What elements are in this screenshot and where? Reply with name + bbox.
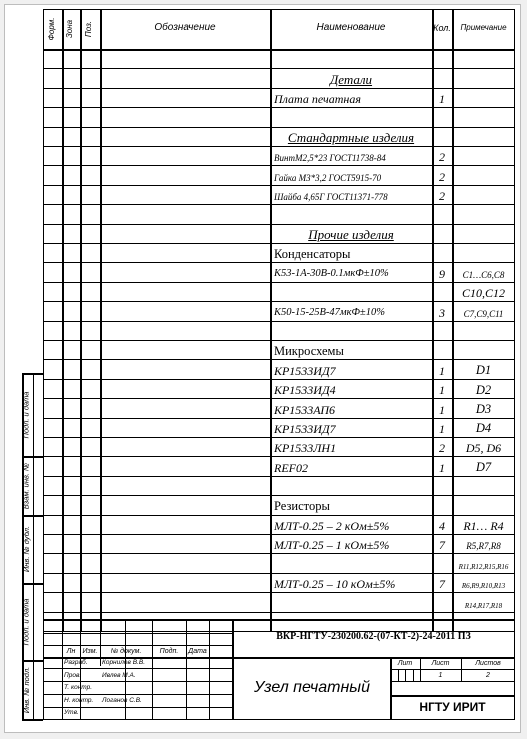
stamp-lit-col (398, 669, 399, 681)
row-rule (43, 107, 515, 108)
side-band-rule (22, 456, 43, 458)
stamp-lit-rule (390, 681, 515, 682)
note-cell: R1… R4 (463, 518, 504, 533)
name-cell: Плата печатная (274, 92, 361, 107)
stamp-role: Разраб. (64, 659, 88, 667)
stamp-lit-col (405, 669, 406, 681)
header-format: Форм. (46, 17, 56, 41)
row-rule (43, 476, 515, 477)
qty-cell: 1 (439, 402, 445, 417)
name-cell: КР1533ИД7 (274, 421, 336, 436)
stamp-col-rule (209, 619, 210, 720)
note-cell: D1 (475, 363, 492, 378)
note-cell: R11,R12,R15,R16 (458, 562, 509, 571)
stamp-role: Н. контр. (64, 696, 94, 704)
group-heading: Резисторы (274, 499, 330, 514)
row-rule (43, 612, 515, 613)
note-cell: C10,C12 (461, 286, 505, 301)
side-band-rule (22, 583, 43, 585)
name-cell: МЛТ-0.25 – 1 кОм±5% (274, 538, 390, 553)
qty-cell: 2 (439, 189, 445, 204)
note-cell: D3 (475, 402, 492, 417)
section-heading: Стандартные изделия (287, 129, 415, 145)
document-code: ВКР-НГТУ-230200.62-(07-КТ-2)-24-2011 ПЗ (276, 631, 471, 642)
stamp-person: Логанов С.В. (102, 696, 142, 704)
qty-cell: 1 (439, 421, 445, 436)
qty-cell: 4 (439, 518, 445, 533)
stamp-col-sheet: Изм. (82, 647, 98, 655)
qty-cell: 9 (439, 266, 445, 281)
header-designation: Обозначение (154, 22, 216, 33)
side-sign-date-1: Подп. и дата (21, 391, 31, 438)
stamp-list-label: Лист (431, 659, 450, 667)
header-note: Примечание (460, 22, 507, 32)
note-cell: D4 (475, 421, 492, 436)
side-mid-rule (33, 373, 34, 720)
row-rule (43, 204, 515, 205)
stamp-person: Корнилов В.В. (102, 659, 146, 667)
stamp-col-date: Дата (188, 647, 207, 655)
note-cell: R5,R7,R8 (466, 541, 501, 552)
name-cell: КР1533ИД7 (274, 363, 336, 378)
stamp-lists-value: 2 (486, 671, 490, 679)
qty-cell: 7 (439, 538, 445, 553)
group-heading: Микросхемы (274, 343, 344, 358)
section-heading: Прочие изделия (308, 226, 394, 242)
name-cell: КР1533ИД4 (274, 383, 336, 398)
side-inv-vzam: Взам. инв. № (21, 462, 31, 509)
stamp-role: Утв. (64, 709, 79, 717)
side-inv-podl: Инв. № подл. (21, 666, 31, 714)
name-cell: МЛТ-0.25 – 2 кОм±5% (274, 518, 390, 533)
stamp-lit-col (413, 669, 414, 681)
stamp-list-value: 1 (438, 671, 443, 679)
side-inv-dubl: Инв. № дубл. (21, 525, 31, 573)
stamp-col-doc-number: № докум. (110, 647, 142, 655)
side-sign-date-2: Подп. и дата (21, 598, 31, 645)
header-qty: Кол. (433, 22, 451, 33)
name-cell: КР1533АП6 (274, 402, 335, 417)
row-rule (43, 553, 515, 554)
header-bottom-rule (43, 49, 515, 51)
stamp-organization: НГТУ ИРИТ (419, 699, 486, 714)
name-cell: Шайба 4,65Г ГОСТ11371-778 (274, 192, 388, 203)
row-rule (43, 592, 515, 593)
qty-cell: 2 (439, 169, 445, 184)
note-cell: D2 (475, 382, 492, 397)
note-cell: R14,R17,R18 (464, 601, 503, 610)
name-cell: КР1533ЛН1 (274, 441, 337, 456)
header-zone: Зона (65, 19, 74, 39)
qty-cell: 1 (439, 383, 445, 398)
stamp-row-rule (43, 633, 232, 634)
note-cell: C1…C6,C8 (462, 269, 505, 280)
stamp-col-rule (152, 619, 153, 720)
stamp-title: Узел печатный (254, 678, 370, 696)
header-name: Наименование (316, 22, 386, 33)
note-cell: R6,R9,R10,R13 (461, 582, 506, 591)
stamp-col-rule (186, 619, 187, 720)
section-heading: Детали (329, 71, 373, 87)
stamp-role: Т. контр. (64, 684, 93, 692)
group-heading: Конденсаторы (274, 246, 351, 261)
note-cell: C7,C9,C11 (463, 308, 504, 319)
row-rule (43, 282, 515, 283)
qty-cell: 2 (439, 150, 445, 165)
stamp-role: Пров. (64, 671, 82, 679)
note-cell: D7 (475, 460, 492, 475)
stamp-col-sign: Подп. (159, 647, 179, 655)
stamp-col-change: Лн (66, 647, 76, 655)
qty-cell: 1 (439, 92, 445, 107)
qty-cell: 2 (439, 441, 445, 456)
name-cell: К53-1А-30В-0.1мкФ±10% (274, 268, 389, 280)
note-cell: D5, D6 (465, 441, 502, 456)
qty-cell: 1 (439, 460, 445, 475)
stamp-person: Ивлев М.А. (102, 671, 136, 679)
stamp-lit-label: Лит (397, 659, 413, 667)
name-cell: REF02 (274, 460, 308, 475)
row-rule (43, 321, 515, 322)
name-cell: ВинтМ2,5*23 ГОСТ11738-84 (274, 153, 386, 164)
stamp-lists-label: Листов (475, 659, 501, 667)
name-cell: Гайка М3*3,2 ГОСТ5915-70 (274, 172, 382, 183)
qty-cell: 7 (439, 577, 445, 592)
qty-cell: 3 (439, 305, 445, 320)
name-cell: МЛТ-0.25 – 10 кОм±5% (274, 577, 396, 592)
qty-cell: 1 (439, 363, 445, 378)
name-cell: К50-15-25В-47мкФ±10% (274, 307, 385, 319)
header-pos: Поз. (84, 20, 93, 38)
